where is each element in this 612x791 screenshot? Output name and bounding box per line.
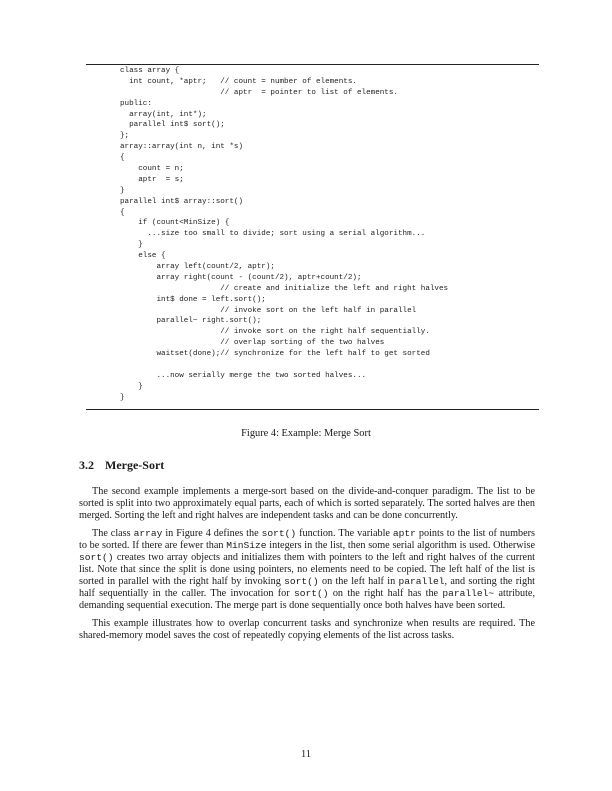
code-line: // overlap sorting of the two halves	[120, 339, 385, 348]
code-line: int count, *aptr; // count = number of elements.	[120, 77, 357, 86]
section-heading	[79, 458, 164, 473]
code-line: array left(count/2, aptr);	[120, 263, 275, 272]
inline-code: sort()	[284, 576, 319, 587]
paragraph	[79, 528, 535, 612]
text-run: This example illustrates how to overlap concurrent tasks and synchronize when results are required. The shared-memory model saves the cost of repeatedly copying elements of the list across tasks.	[79, 618, 535, 641]
code-line: parallel int$ array::sort()	[120, 197, 244, 206]
section-title: Merge-Sort	[105, 458, 165, 472]
inline-code: aptr	[392, 528, 416, 539]
code-line: };	[120, 132, 130, 141]
code-line: public:	[120, 99, 152, 108]
figure-top-rule	[86, 64, 539, 65]
code-line: waitset(done);// synchronize for the left half to get sorted	[120, 350, 430, 359]
code-line: int$ done = left.sort();	[120, 295, 266, 304]
text-run: on the right half has the	[328, 588, 443, 599]
code-line: }	[120, 393, 125, 402]
text-run: The class	[92, 528, 134, 539]
inline-code: MinSize	[226, 540, 267, 551]
code-line: if (count<MinSize) {	[120, 219, 230, 228]
code-line: class array {	[120, 67, 180, 75]
code-line: // invoke sort on the left half in parallel	[120, 306, 417, 315]
inline-code: sort()	[79, 552, 114, 563]
section-number: 3.2	[79, 458, 94, 472]
inline-code: sort()	[261, 528, 297, 539]
code-line: }	[120, 186, 125, 195]
text-run: The second example implements a merge-sort based on the divide-and-conquer paradigm. The list to be sorted is split into two approximately equal parts, each of which is sorted separately. The sorted halves are then merged. Sorting the left and right halves are independent tasks and can be done concurrently.	[79, 486, 535, 521]
code-line: {	[120, 154, 125, 163]
code-line: aptr = s;	[120, 175, 184, 184]
code-line: parallel~ right.sort();	[120, 317, 262, 326]
code-line: }	[120, 382, 143, 391]
code-line: count = n;	[120, 165, 184, 174]
code-line: // invoke sort on the right half sequentially.	[120, 328, 430, 337]
text-run: points to the list of numbers to be sorted. If there are fewer than	[79, 528, 535, 551]
text-run: integers in the list, then some serial algorithm is used. Otherwise	[266, 540, 535, 551]
paragraph	[79, 618, 535, 642]
text-run: in Figure 4 defines the	[162, 528, 262, 539]
text-run: creates two array objects and initializes them with pointers to the left and right halves of the current list. Note that since the split is done using pointers, no elements need to be copied. The left half of the list is sorted in parallel with the right half by invoking	[79, 552, 535, 587]
inline-code: parallel~	[442, 588, 495, 599]
text-run: on the left half in	[318, 576, 399, 587]
page-number: 11	[300, 749, 311, 760]
text-run: , and sorting the right half sequentially in the caller. The invocation for	[79, 576, 535, 599]
figure-bottom-rule	[86, 409, 539, 410]
code-line: parallel int$ sort();	[120, 121, 225, 130]
section-body	[79, 486, 535, 648]
paragraph	[79, 486, 535, 522]
inline-code: sort()	[293, 588, 329, 599]
inline-code: array	[133, 528, 163, 539]
text-run: function. The variable	[296, 528, 393, 539]
code-line: ...size too small to divide; sort using a serial algorithm...	[120, 230, 426, 239]
code-line: // aptr = pointer to list of elements.	[120, 88, 398, 97]
code-line: array right(count - (count/2), aptr+count/2);	[120, 273, 362, 282]
code-line	[120, 360, 448, 371]
code-line: }	[120, 241, 143, 250]
text-run: attribute, demanding sequential execution. The merge part is done sequentially once both halves have been sorted.	[79, 588, 535, 611]
inline-code: parallel	[398, 576, 445, 587]
code-line: ...now serially merge the two sorted halves...	[120, 371, 367, 380]
code-line: array(int, int*);	[120, 110, 207, 119]
figure-caption: Figure 4: Example: Merge Sort	[241, 428, 371, 439]
merge-sort-code-listing	[120, 66, 448, 404]
code-line: // create and initialize the left and right halves	[120, 284, 449, 293]
code-line: {	[120, 208, 125, 217]
code-line: else {	[120, 252, 166, 261]
code-line: array::array(int n, int *s)	[120, 143, 244, 152]
